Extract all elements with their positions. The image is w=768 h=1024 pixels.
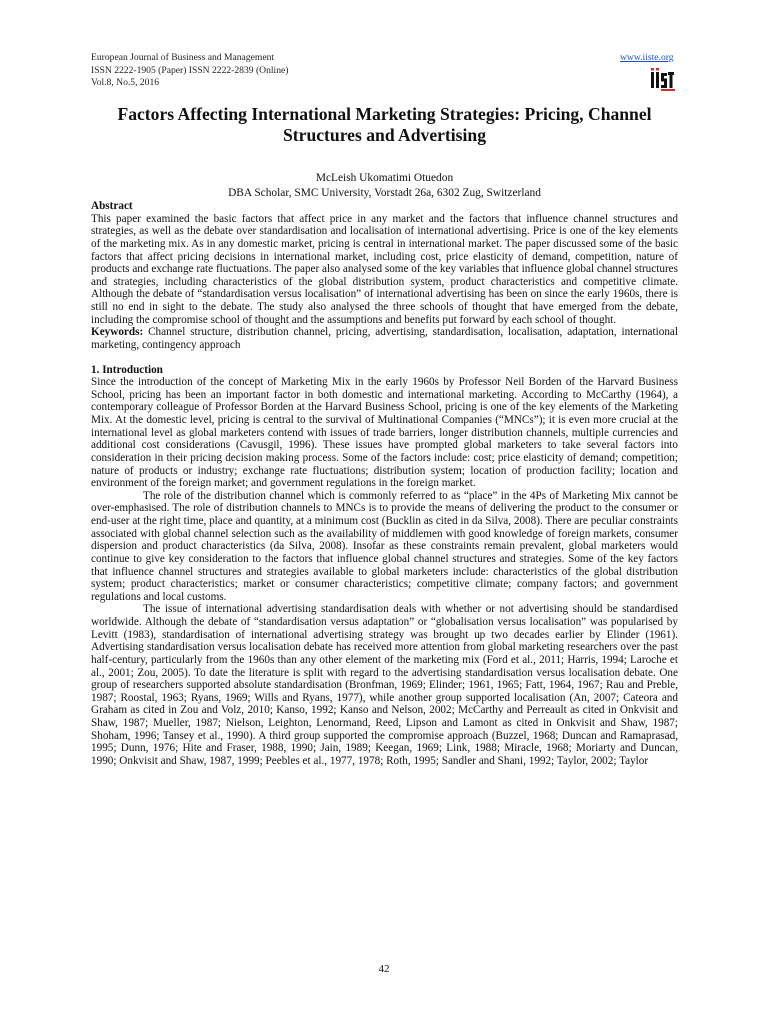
introduction-heading: 1. Introduction	[91, 363, 163, 376]
intro-paragraph: The issue of international advertising standardisation deals with whether or not advertising should be standardised worldwide. Although the debate of “standardisation versus adaptation” or “globalisation versus localisation” was popularised by Levitt (1983), standardisation of international advertising strategy was brought up two decades earlier by Elinder (1961). Advertising standardisation versus localisation debate has received more attention from global marketing researchers over the past half-century, particularly from the 1960s than any other element of the marketing mix (Ford et al., 2011; Harris, 1994; Laroche et al., 2001; Zou, 2005). To date the literature is split with regard to the advertising standardisation versus localisation debate. One group of researchers supported absolute standardisation (Bronfman, 1969; Elinder; 1961, 1965; Fatt, 1964, 1967; Rau and Preble, 1987; Roostal, 1963; Ryans, 1969; Wills and Ryans, 1977), while another group supported localisation (An, 2007; Cateora and Graham as cited in Zou and Volz, 2010; Kanso, 1992; Kanso and Nelson, 2002; McCarthy and Perreault as cited in Onkvisit and Shaw, 1987; Mueller, 1987; Nielson, Leighton, Lenormand, Reed, Lipson and Lamont as cited in Onkvisit and Shaw, 1987; Shoham, 1996; Tansey et al., 1990). A third group supported the compromise approach (Buzzel, 1968; Duncan and Ramaprasad, 1995; Dunn, 1976; Hite and Fraser, 1988, 1990; Jain, 1989; Keegan, 1969; Link, 1988; Miracle, 1968; Moriarty and Duncan, 1990; Onkvisit and Shaw, 1987, 1999; Peebles et al., 1977, 1978; Roth, 1995; Sandler and Shani, 1992; Taylor, 2002; Taylor	[91, 603, 678, 767]
intro-paragraph: The role of the distribution channel which is commonly referred to as “place” in the 4Ps of Marketing Mix cannot be over-emphasised. The role of distribution channels to MNCs is to provide the means of delivering the product to the consumer or end-user at the right time, place and quantity, at a minimum cost (Bucklin as cited in da Silva, 2008). There are peculiar constraints associated with global channel selection such as the availability of middlemen with good knowledge of foreign markets, consumer dispersion and product characteristics (da Silva, 2008). Insofar as these constraints remain prevalent, global marketers would continue to give key consideration to the factors that influence global channel structures and strategies. Some of the key factors that influence channel structures and strategies available to global marketers include: characteristics of the global distribution system; product characteristics; market or consumer characteristics; competitive climate; company factors; and government regulations and local customs.	[91, 489, 678, 603]
paper-title: Factors Affecting International Marketing Strategies: Pricing, Channel Structures and Advertising	[117, 104, 652, 145]
journal-volume: Vol.8, No.5, 2016	[91, 77, 160, 89]
journal-name: European Journal of Business and Management	[91, 52, 275, 63]
author-affiliation: DBA Scholar, SMC University, Vorstadt 26a, 6302 Zug, Switzerland	[228, 186, 541, 199]
journal-issn: ISSN 2222-1905 (Paper) ISSN 2222-2839 (Online)	[91, 64, 289, 76]
page-number: 42	[378, 963, 390, 975]
keywords-text: Channel structure, distribution channel, pricing, advertising, standardisation, localisation, adaptation, international marketing, contingency approach	[91, 326, 678, 351]
journal-header	[91, 52, 288, 90]
keywords-label: Keywords:	[91, 326, 144, 339]
section-gap	[91, 352, 678, 364]
iiste-logo	[648, 64, 677, 92]
abstract-heading: Abstract	[91, 200, 133, 212]
journal-url-link[interactable]: www.iiste.org	[620, 52, 674, 63]
paper-body	[91, 200, 678, 768]
author-name: McLeish Ukomatimi Otuedon	[315, 172, 454, 184]
intro-paragraph: Since the introduction of the concept of Marketing Mix in the early 1960s by Professor Neil Borden of the Harvard Business School, pricing has been an important factor in both domestic and international marketing. According to McCarthy (1964), a contemporary colleague of Professor Borden at the Harvard Business School, pricing is one of the key elements of the Marketing Mix. At the domestic level, pricing is central to the survival of Multinational Companies (“MNCs”); it is even more crucial at the international level as global marketers contend with issues of trade barriers, longer distribution channels, multiple currencies and additional cost considerations (Cavusgil, 1996). These issues have prompted global marketers to take several factors into consideration in their pricing decision making process. Some of the factors include: cost; price elasticity of demand; competition; nature of products or industry; exchange rate fluctuations; distribution system; location of production facility; location and environment of the foreign market; and government regulations in the foreign market.	[91, 376, 678, 490]
author-block	[91, 171, 678, 200]
abstract-text: This paper examined the basic factors that affect price in any market and the factors that influence channel structures and strategies, as well as the debate over standardisation and localisation of international advertising. Price is one of the key elements of the marketing mix. As in any domestic market, pricing is central in international market. The paper discussed some of the basic factors that affect pricing decisions in international market, including cost, price elasticity of demand, competition, nature of products and exchange rate fluctuations. The paper also analysed some of the key variables that influence global channel structures and strategies, including characteristics of the global distribution system, product characteristics and competitive climate. Although the debate of “standardisation versus localisation” of international advertising has been on since the early 1960s, there is still no end in sight to the debate. The study also analysed the three schools of thought that have emerged from the debate, including the compromise school of thought and the assumptions and benefits put forward by each school of thought.	[91, 212, 678, 326]
keywords-line	[91, 326, 678, 351]
